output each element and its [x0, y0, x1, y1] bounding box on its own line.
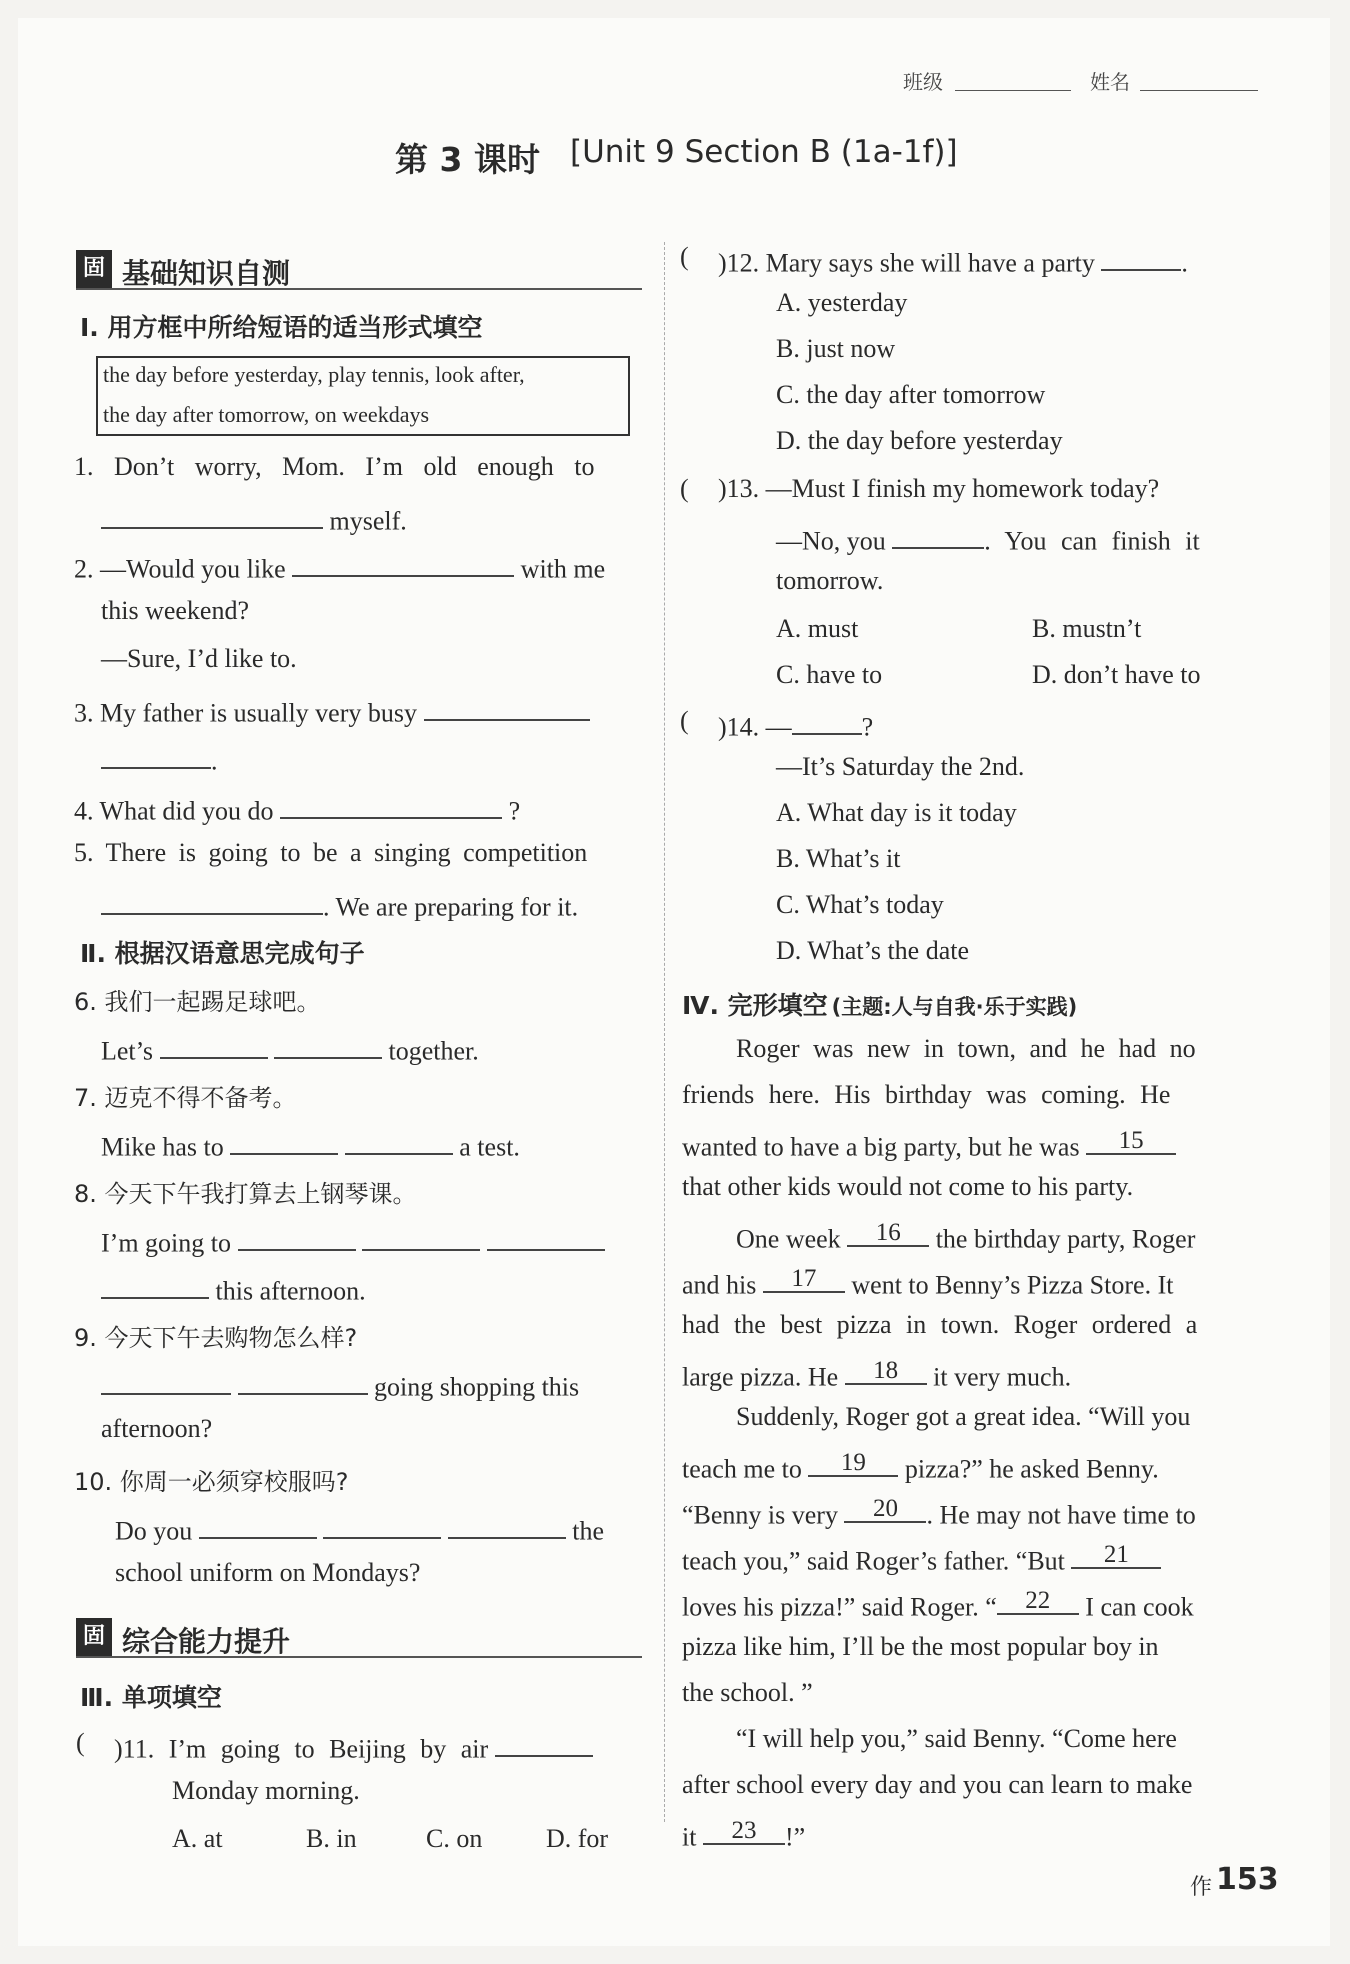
passage-l14: pizza like him, I’ll be the most popular boy in: [682, 1632, 1159, 1661]
passage-l11: [682, 1494, 1196, 1530]
lesson-title: 第 3 课时: [395, 140, 540, 179]
class-field[interactable]: [955, 90, 1071, 91]
q3-end: .: [211, 746, 218, 776]
q13-blank[interactable]: [892, 520, 984, 549]
name-field[interactable]: [1140, 90, 1258, 91]
passage-l18: [682, 1816, 805, 1852]
q8-line1: [101, 1222, 605, 1258]
q4-blank[interactable]: [280, 790, 502, 819]
blank-19[interactable]: 19: [808, 1448, 898, 1477]
blank-15[interactable]: 15: [1086, 1126, 1176, 1155]
unit-title: [Unit 9 Section B (1a-1f)]: [570, 134, 958, 170]
q13-paren[interactable]: (: [680, 474, 689, 503]
passage-l16: “I will help you,” said Benny. “Come here: [736, 1724, 1177, 1753]
q11-line2: Monday morning.: [172, 1776, 360, 1805]
q2-text2: with me: [520, 554, 606, 584]
q3-text: 3. My father is usually very busy: [74, 698, 418, 728]
blank-23[interactable]: 23: [703, 1816, 785, 1845]
part4-theme: (主题:人与自我·乐于实践): [831, 995, 1078, 1019]
q5-blank[interactable]: [101, 886, 323, 915]
q3-line2: [101, 740, 218, 776]
q8-blank-c[interactable]: [487, 1222, 605, 1251]
q11-paren[interactable]: (: [76, 1728, 85, 1757]
passage-l11a: “Benny is very: [682, 1500, 838, 1530]
q8-text: I’m going to: [101, 1228, 231, 1258]
passage-l8a: large pizza. He: [682, 1362, 839, 1392]
q4-end: ?: [508, 796, 521, 826]
q3-line1: [74, 692, 590, 728]
q7-chinese: 7. 迈克不得不备考。: [74, 1084, 297, 1112]
passage-l6a: and his: [682, 1270, 757, 1300]
q8-blank-a[interactable]: [238, 1222, 356, 1251]
blank-20[interactable]: 20: [844, 1494, 926, 1523]
q7-blank-b[interactable]: [345, 1126, 453, 1155]
part3-heading: Ⅲ. 单项填空: [80, 1683, 222, 1712]
passage-l6b: went to Benny’s Pizza Store. It: [851, 1270, 1174, 1300]
column-divider: [664, 242, 665, 1822]
passage-l13b: I can cook: [1085, 1592, 1194, 1622]
q13-stem: )13. —Must I finish my homework today?: [718, 474, 1160, 503]
q1-line2: [101, 500, 407, 536]
q13-l2a: —No, you: [776, 526, 886, 556]
q11-option-c[interactable]: C. on: [426, 1824, 483, 1853]
passage-l5a: One week: [736, 1224, 841, 1254]
q13-l2b: . You can finish it: [984, 526, 1200, 556]
blank-18[interactable]: 18: [845, 1356, 927, 1385]
phrase-box-line1: the day before yesterday, play tennis, look after,: [103, 362, 525, 387]
part1-heading: Ⅰ. 用方框中所给短语的适当形式填空: [80, 313, 483, 342]
q2-line2: this weekend?: [101, 596, 250, 625]
q14-option-a[interactable]: A. What day is it today: [776, 798, 1017, 827]
q8-line2: [101, 1270, 366, 1306]
phrase-box-line2: the day after tomorrow, on weekdays: [103, 402, 430, 427]
class-label: 班级: [903, 70, 943, 94]
q2-line3: —Sure, I’d like to.: [101, 644, 297, 673]
q8-end: this afternoon.: [215, 1276, 366, 1306]
q2-line1: [74, 548, 605, 584]
q3-blank-a[interactable]: [424, 692, 590, 721]
q12-stem: )12. Mary says she will have a party: [718, 248, 1095, 278]
q11-option-b[interactable]: B. in: [306, 1824, 357, 1853]
passage-l8: [682, 1356, 1071, 1392]
q6-blank-a[interactable]: [160, 1030, 268, 1059]
section-rule-2: [76, 1656, 642, 1658]
q8-blank-b[interactable]: [362, 1222, 480, 1251]
passage-l10b: pizza?” he asked Benny.: [904, 1454, 1159, 1484]
q3-blank-b[interactable]: [101, 740, 211, 769]
part4-heading-row: [682, 986, 1077, 1022]
q11-option-a[interactable]: A. at: [172, 1824, 223, 1853]
part4-heading: Ⅳ. 完形填空: [682, 991, 828, 1020]
q12-line1: )12. Mary says she will have a party .: [718, 242, 1188, 278]
passage-l2: friends here. His birthday was coming. He: [682, 1080, 1171, 1109]
q9-line1: [101, 1366, 579, 1402]
q10-chinese: 10. 你周一必须穿校服吗?: [74, 1468, 349, 1496]
q5-text: 5. There is going to be a singing competition: [74, 838, 588, 867]
q12-blank[interactable]: [1101, 242, 1181, 271]
passage-l10a: teach me to: [682, 1454, 802, 1484]
q9-blank-b[interactable]: [238, 1366, 368, 1395]
q12-option-c[interactable]: C. the day after tomorrow: [776, 380, 1046, 409]
q10-blank-b[interactable]: [323, 1510, 441, 1539]
q14-blank[interactable]: [792, 706, 862, 735]
q11-blank[interactable]: [495, 1728, 593, 1757]
q6-chinese: 6. 我们一起踢足球吧。: [74, 988, 321, 1016]
q11-line1: [114, 1728, 593, 1764]
passage-l5: [736, 1218, 1195, 1254]
q9-text: going shopping this: [374, 1372, 580, 1402]
q13-option-a[interactable]: A. must: [776, 614, 859, 643]
q9-blank-a[interactable]: [101, 1366, 231, 1395]
q14-option-b[interactable]: B. What’s it: [776, 844, 901, 873]
passage-l13: [682, 1586, 1194, 1622]
q13-line3: tomorrow.: [776, 566, 884, 595]
q10-text: Do you: [115, 1516, 193, 1546]
section-icon-2: 固: [76, 1618, 112, 1656]
q12-option-a[interactable]: A. yesterday: [776, 288, 908, 317]
q12-option-b[interactable]: B. just now: [776, 334, 896, 363]
q7-blank-a[interactable]: [230, 1126, 338, 1155]
q2-blank[interactable]: [292, 548, 514, 577]
passage-l9: Suddenly, Roger got a great idea. “Will you: [736, 1402, 1191, 1431]
q5-end: . We are preparing for it.: [323, 892, 579, 922]
passage-l13a: loves his pizza!” said Roger. “: [682, 1592, 997, 1622]
q13-option-d[interactable]: D. don’t have to: [1032, 660, 1201, 689]
page-number: 153: [1216, 1862, 1279, 1897]
passage-l18b: !”: [784, 1822, 806, 1852]
q4-line1: [74, 790, 520, 826]
q11-option-d[interactable]: D. for: [546, 1824, 609, 1853]
page-prefix: 作: [1190, 1875, 1213, 1900]
section-title-ability: 综合能力提升: [122, 1625, 291, 1658]
q10-blank-c[interactable]: [448, 1510, 566, 1539]
q14-stem: )14. —: [718, 712, 792, 742]
blank-16[interactable]: 16: [847, 1218, 929, 1247]
q9-line2: afternoon?: [101, 1414, 213, 1443]
section-rule: [76, 288, 642, 290]
q13-option-c[interactable]: C. have to: [776, 660, 883, 689]
blank-17[interactable]: 17: [763, 1264, 845, 1293]
q7-text: Mike has to: [101, 1132, 224, 1162]
q1-blank[interactable]: [101, 500, 323, 529]
q2-text: 2. —Would you like: [74, 554, 286, 584]
q14-stem-end: ?: [861, 712, 874, 742]
passage-l11b: . He may not have time to: [926, 1500, 1196, 1530]
q14-line2: —It’s Saturday the 2nd.: [776, 752, 1025, 781]
q6-text: Let’s: [101, 1036, 153, 1066]
q6-blank-b[interactable]: [274, 1030, 382, 1059]
passage-l3: [682, 1126, 1176, 1162]
q5-line2: [101, 886, 578, 922]
q9-chinese: 9. 今天下午去购物怎么样?: [74, 1324, 358, 1352]
passage-l3-text: wanted to have a big party, but he was: [682, 1132, 1080, 1162]
passage-l7: had the best pizza in town. Roger ordered a: [682, 1310, 1198, 1339]
q14-option-d[interactable]: D. What’s the date: [776, 936, 970, 965]
q13-option-b[interactable]: B. mustn’t: [1032, 614, 1142, 643]
q12-paren[interactable]: (: [680, 242, 689, 271]
passage-l12a: teach you,” said Roger’s father. “But: [682, 1546, 1065, 1576]
passage-l18a: it: [682, 1822, 697, 1852]
section-icon: 固: [76, 250, 112, 288]
q12-option-d[interactable]: D. the day before yesterday: [776, 426, 1063, 455]
q6-line: [101, 1030, 479, 1066]
q10-line1: [115, 1510, 604, 1546]
blank-21[interactable]: 21: [1071, 1540, 1161, 1569]
passage-l6: [682, 1264, 1173, 1300]
passage-l5b: the birthday party, Roger: [935, 1224, 1196, 1254]
q7-end: a test.: [459, 1132, 520, 1162]
q10-line2: school uniform on Mondays?: [115, 1558, 421, 1587]
q14-option-c[interactable]: C. What’s today: [776, 890, 944, 919]
q10-blank-a[interactable]: [199, 1510, 317, 1539]
q14-paren[interactable]: (: [680, 706, 689, 735]
q11-stem: )11. I’m going to Beijing by air: [114, 1734, 489, 1764]
section-title-basics: 基础知识自测: [122, 257, 291, 290]
q7-line: [101, 1126, 520, 1162]
q4-text: 4. What did you do: [74, 796, 274, 826]
q8-chinese: 8. 今天下午我打算去上钢琴课。: [74, 1180, 417, 1208]
q8-blank-d[interactable]: [101, 1270, 209, 1299]
q10-text2: the: [572, 1516, 605, 1546]
q13-line2: [776, 520, 1200, 556]
q1-end: myself.: [329, 506, 407, 536]
q14-line1: [718, 706, 873, 742]
passage-l10: [682, 1448, 1159, 1484]
passage-l15: the school. ”: [682, 1678, 813, 1707]
passage-l8b: it very much.: [933, 1362, 1072, 1392]
q1-text: 1. Don’t worry, Mom. I’m old enough to: [74, 452, 595, 481]
passage-l17: after school every day and you can learn to make: [682, 1770, 1193, 1799]
passage-l4: that other kids would not come to his party.: [682, 1172, 1134, 1201]
passage-l12: [682, 1540, 1161, 1576]
blank-22[interactable]: 22: [997, 1586, 1079, 1615]
q6-end: together.: [388, 1036, 479, 1066]
name-label: 姓名: [1090, 70, 1130, 94]
part2-heading: Ⅱ. 根据汉语意思完成句子: [80, 939, 365, 968]
passage-l1: Roger was new in town, and he had no: [736, 1034, 1196, 1063]
